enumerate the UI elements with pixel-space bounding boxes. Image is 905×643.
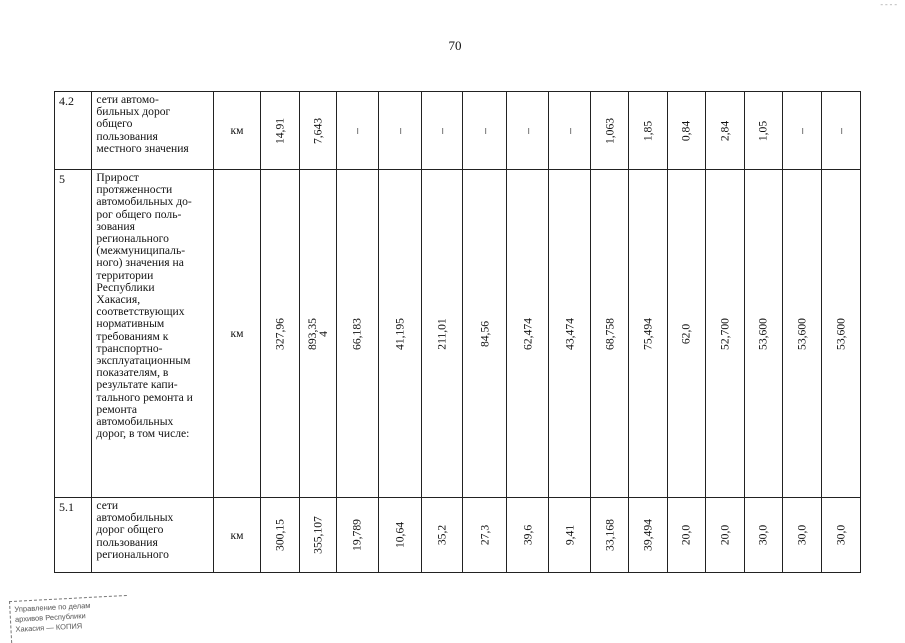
row-number: 5 xyxy=(55,170,92,498)
value-cell xyxy=(590,170,628,498)
cell-value: 52,700 xyxy=(718,317,732,350)
row-number: 5.1 xyxy=(55,498,92,573)
value-cell xyxy=(337,498,378,573)
cell-value: 7,643 xyxy=(311,117,325,144)
value-cell xyxy=(783,498,822,573)
value-cell xyxy=(261,498,299,573)
cell-value: 355,107 xyxy=(311,516,325,554)
value-cell xyxy=(422,498,463,573)
value-cell xyxy=(299,498,336,573)
page-number: 70 xyxy=(448,38,462,53)
cell-value: 41,195 xyxy=(393,317,407,350)
value-cell xyxy=(506,92,548,170)
value-cell xyxy=(378,92,421,170)
cell-value: 893,35 4 xyxy=(305,317,330,350)
value-cell xyxy=(706,498,744,573)
row-description: сети автомо- бильных дорог общего пользования местного значения xyxy=(92,92,213,170)
corner-marks: - - - - xyxy=(880,0,897,9)
cell-value: 66,183 xyxy=(350,317,364,350)
cell-value: 62,474 xyxy=(521,317,535,350)
value-cell xyxy=(822,498,861,573)
value-cell xyxy=(822,92,861,170)
table-row xyxy=(55,498,861,573)
value-cell xyxy=(422,170,463,498)
cell-value: 62,0 xyxy=(679,323,693,344)
value-cell xyxy=(261,92,299,170)
cell-value: 20,0 xyxy=(679,524,693,546)
value-cell xyxy=(506,170,548,498)
row-description: Прирост протяженности автомобильных до- рог общего поль- зования регионального (межмуниципаль- ного) значения на территории Республики Хакасия, соответствующих нормативным требованиям к транспортно- эксплуатационным показателям, в результате капи- тального ремонта и ремонта автомобильных дорог, в том числе: xyxy=(92,170,213,498)
cell-value: 0,84 xyxy=(679,120,693,141)
value-cell xyxy=(706,170,744,498)
row-unit: км xyxy=(213,498,261,573)
cell-value: 53,600 xyxy=(756,317,770,350)
cell-value: 27,3 xyxy=(478,524,492,546)
cell-value: 75,494 xyxy=(641,317,655,350)
row-unit: км xyxy=(213,170,261,498)
value-cell xyxy=(463,498,506,573)
cell-value: 30,0 xyxy=(795,524,809,546)
value-cell xyxy=(422,92,463,170)
cell-value: 211,01 xyxy=(435,317,449,350)
cell-value: 30,0 xyxy=(756,524,770,546)
value-cell xyxy=(744,170,782,498)
row-description: сети автомобильных дорог общего пользования регионального xyxy=(92,498,213,573)
row-number: 4.2 xyxy=(55,92,92,170)
value-cell xyxy=(667,92,705,170)
value-cell xyxy=(463,92,506,170)
cell-value: 20,0 xyxy=(718,524,732,546)
cell-value: 1,85 xyxy=(641,120,655,141)
value-cell xyxy=(783,170,822,498)
cell-value: – xyxy=(521,127,535,134)
value-cell xyxy=(549,92,590,170)
cell-value: – xyxy=(834,127,848,134)
cell-value: 1,063 xyxy=(603,117,617,144)
value-cell xyxy=(463,170,506,498)
cell-value: 1,05 xyxy=(756,120,770,141)
value-cell xyxy=(629,498,667,573)
archive-stamp: Управление по делам архивов Республики Хакасия — КОПИЯ xyxy=(9,595,129,643)
value-cell xyxy=(629,170,667,498)
value-cell xyxy=(822,170,861,498)
cell-value: – xyxy=(393,127,407,134)
value-cell xyxy=(590,498,628,573)
cell-value: 2,84 xyxy=(718,120,732,141)
cell-value: – xyxy=(478,127,492,134)
cell-value: 35,2 xyxy=(435,524,449,546)
value-cell xyxy=(590,92,628,170)
value-cell xyxy=(783,92,822,170)
value-cell xyxy=(706,92,744,170)
cell-value: 39,494 xyxy=(641,519,655,551)
value-cell xyxy=(629,92,667,170)
cell-value: 53,600 xyxy=(795,317,809,350)
value-cell xyxy=(744,498,782,573)
cell-value: 68,758 xyxy=(603,317,617,350)
table-row xyxy=(55,92,861,170)
cell-value: – xyxy=(435,127,449,134)
value-cell xyxy=(299,170,336,498)
cell-value: 43,474 xyxy=(563,317,577,350)
cell-value: 327,96 xyxy=(273,317,287,350)
cell-value: 300,15 xyxy=(273,519,287,551)
cell-value: 9,41 xyxy=(563,524,577,546)
row-unit: км xyxy=(213,92,261,170)
value-cell xyxy=(549,498,590,573)
cell-value: 33,168 xyxy=(603,519,617,551)
table-row xyxy=(55,170,861,498)
value-cell xyxy=(378,498,421,573)
cell-value: 14,91 xyxy=(273,117,287,144)
cell-value: – xyxy=(563,127,577,134)
value-cell xyxy=(337,170,378,498)
value-cell xyxy=(378,170,421,498)
cell-value: 39,6 xyxy=(521,524,535,546)
cell-value: 30,0 xyxy=(834,524,848,546)
value-cell xyxy=(337,92,378,170)
cell-value: – xyxy=(350,127,364,134)
cell-value: 84,56 xyxy=(478,320,492,347)
value-cell xyxy=(299,92,336,170)
value-cell xyxy=(667,498,705,573)
value-cell xyxy=(744,92,782,170)
value-cell xyxy=(261,170,299,498)
cell-value: 53,600 xyxy=(834,317,848,350)
indicator-table xyxy=(54,91,861,573)
value-cell xyxy=(506,498,548,573)
cell-value: 10,64 xyxy=(393,521,407,549)
value-cell xyxy=(667,170,705,498)
cell-value: 19,789 xyxy=(350,519,364,551)
cell-value: – xyxy=(795,127,809,134)
value-cell xyxy=(549,170,590,498)
